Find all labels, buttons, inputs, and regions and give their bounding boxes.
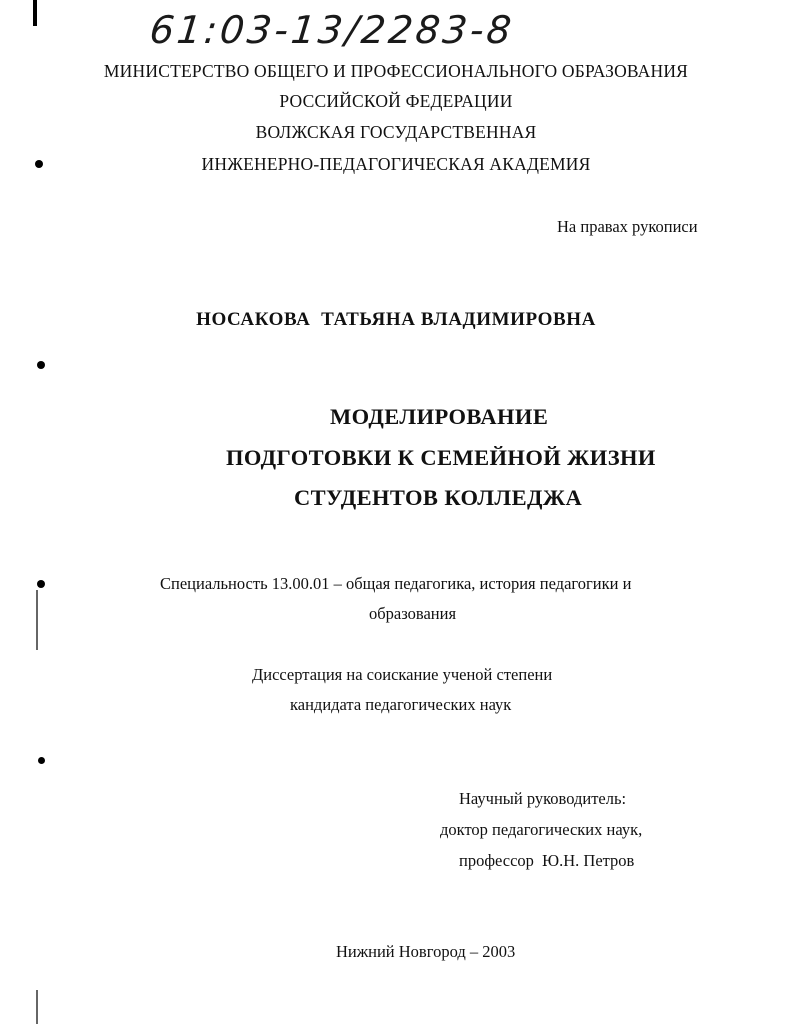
- title-line-2: ПОДГОТОВКИ К СЕМЕЙНОЙ ЖИЗНИ: [226, 445, 656, 470]
- city-year: Нижний Новгород – 2003: [336, 942, 516, 961]
- title-line-3: СТУДЕНТОВ КОЛЛЕДЖА: [294, 485, 583, 510]
- academy-line-2: ИНЖЕНЕРНО-ПЕДАГОГИЧЕСКАЯ АКАДЕМИЯ: [201, 154, 591, 174]
- handwritten-archive-code: 61:03-13/2283-8: [147, 8, 517, 52]
- academy-line-1: ВОЛЖСКАЯ ГОСУДАРСТВЕННАЯ: [255, 122, 537, 142]
- punch-hole-mark: [37, 361, 45, 369]
- punch-hole-mark: [38, 757, 45, 764]
- scan-edge-line: [36, 590, 38, 650]
- punch-hole-mark: [37, 580, 45, 588]
- scan-edge-mark: [33, 0, 37, 26]
- manuscript-note: На правах рукописи: [557, 217, 698, 236]
- specialty-line-1: Специальность 13.00.01 – общая педагогика, история педагогики и: [160, 574, 632, 593]
- degree-line-2: кандидата педагогических наук: [290, 695, 512, 714]
- scan-edge-line: [36, 990, 38, 1024]
- specialty-line-2: образования: [369, 604, 457, 623]
- supervisor-name: профессор Ю.Н. Петров: [459, 851, 635, 870]
- degree-line-1: Диссертация на соискание ученой степени: [252, 665, 553, 684]
- supervisor-degree: доктор педагогических наук,: [440, 820, 643, 839]
- supervisor-label: Научный руководитель:: [459, 789, 627, 808]
- author-name: НОСАКОВА ТАТЬЯНА ВЛАДИМИРОВНА: [196, 309, 596, 330]
- ministry-line-1: МИНИСТЕРСТВО ОБЩЕГО И ПРОФЕССИОНАЛЬНОГО ОБРАЗОВАНИЯ: [103, 61, 689, 81]
- title-line-1: МОДЕЛИРОВАНИЕ: [330, 404, 549, 429]
- ministry-line-2: РОССИЙСКОЙ ФЕДЕРАЦИИ: [279, 91, 513, 111]
